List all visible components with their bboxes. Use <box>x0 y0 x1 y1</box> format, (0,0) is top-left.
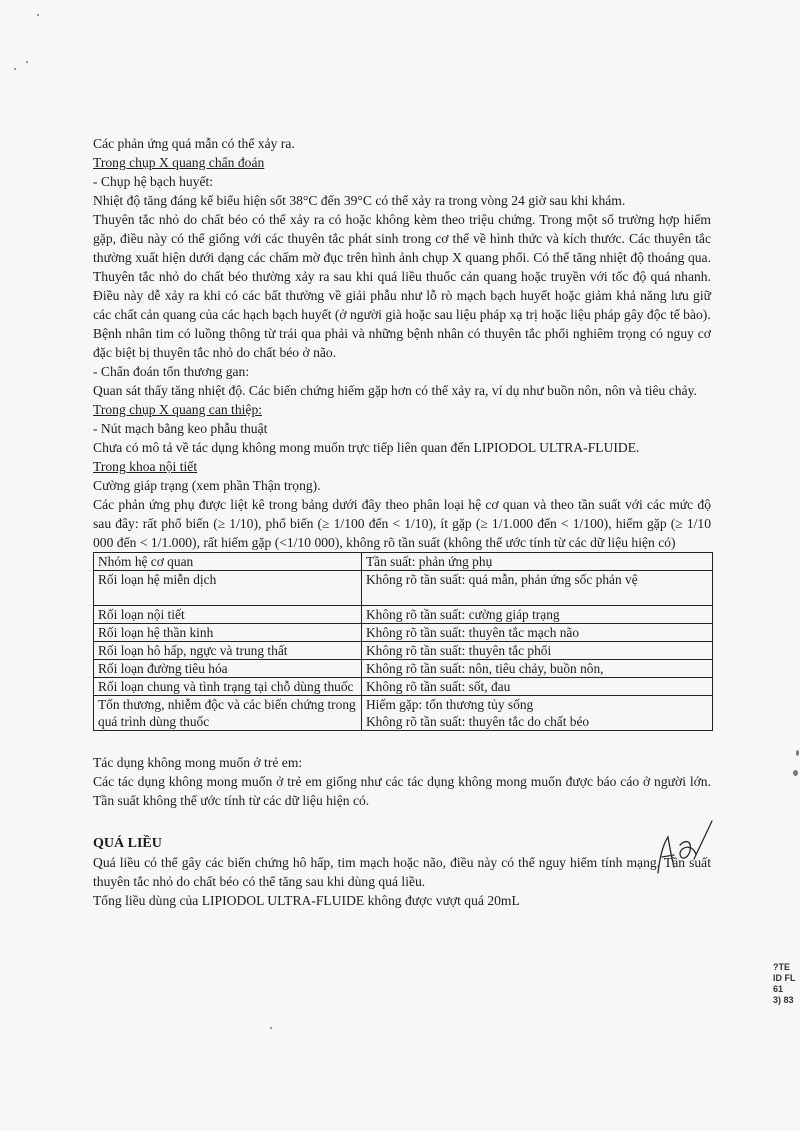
diagnostic-heading: Trong chụp X quang chẩn đoán <box>93 155 265 170</box>
table-cell-effect: Không rõ tần suất: thuyên tắc phổi <box>362 642 713 660</box>
adverse-effects-table <box>93 552 713 731</box>
table-cell-organ: Rối loạn chung và tình trạng tại chỗ dùng thuốc <box>94 678 362 696</box>
children-paragraph: Các tác dụng không mong muốn ở trẻ em giống như các tác dụng không mong muốn được báo cáo ở người lớn. Tần suất không thể ước tính từ các dữ liệu hiện có. <box>93 774 711 808</box>
table-cell-effect: Không rõ tần suất: quá mẫn, phản ứng sốc phản vệ <box>362 571 713 606</box>
table-header-row <box>94 553 713 571</box>
edge-stamp-text <box>773 962 796 1006</box>
table-cell-effect-line: Không rõ tần suất: thuyên tắc do chất béo <box>366 714 590 729</box>
edge-stamp-line: 3) 83 <box>773 995 794 1005</box>
table-row <box>94 696 713 731</box>
table-cell-organ: Rối loạn hệ thần kinh <box>94 624 362 642</box>
overdose-heading: QUÁ LIỀU <box>93 836 162 851</box>
table-cell-organ: Rối loạn nội tiết <box>94 606 362 624</box>
table-cell-organ: Rối loạn hệ miễn dịch <box>94 571 362 606</box>
table-cell-effect: Không rõ tần suất: thuyên tắc mạch não <box>362 624 713 642</box>
edge-stamp-line: ID FL <box>773 973 796 983</box>
table-row <box>94 678 713 696</box>
embolism-paragraph: Thuyên tắc nhỏ do chất béo có thể xảy ra có hoặc không kèm theo triệu chứng. Trong một số trường hợp hiếm gặp, điều này có thể giống với các thuyên tắc phát sinh trong cơ thể về hình thức và kích thước. Các thuyên tắc thường xuất hiện dưới dạng các chấm mờ đục trên hình ảnh chụp X quang phổi. Có thể tăng nhiệt độ thoáng qua. Thuyên tắc nhỏ do chất béo thường xảy ra sau khi quá liều thuốc cản quang hoặc truyền với tốc độ quá nhanh. Điều này dễ xảy ra khi có các bất thường về giải phẫu như lỗ rò mạch bạch huyết hoặc giảm khả năng lưu giữ các chất cản quang của các hạch bạch huyết (ở người già hoặc sau liệu pháp xạ trị hoặc liệu pháp gây độc tế bào). <box>93 212 711 322</box>
glue-heading: - Nút mạch bằng keo phẫu thuật <box>93 421 268 436</box>
speck <box>14 68 16 70</box>
table-header-cell: Nhóm hệ cơ quan <box>94 553 362 571</box>
speck <box>270 1027 272 1029</box>
liver-paragraph: Quan sát thấy tăng nhiệt độ. Các biến chứng hiếm gặp hơn có thể xảy ra, ví dụ như buồn nôn, nôn và tiêu chảy. <box>93 383 697 398</box>
table-row <box>94 624 713 642</box>
table-row <box>94 571 713 606</box>
table-cell-effect: Không rõ tần suất: sốt, đau <box>362 678 713 696</box>
allergy-paragraph: Các phản ứng quá mẫn có thể xảy ra. <box>93 136 295 151</box>
table-cell-effect <box>362 696 713 731</box>
edge-stamp-line: ?TE <box>773 962 790 972</box>
glue-paragraph: Chưa có mô tả về tác dụng không mong muốn trực tiếp liên quan đến LIPIODOL ULTRA-FLUIDE. <box>93 440 640 455</box>
signature-mark <box>650 815 720 880</box>
liver-heading: - Chẩn đoán tổn thương gan: <box>93 364 250 379</box>
speck <box>37 14 39 16</box>
heart-patient-paragraph: Bệnh nhân tim có luồng thông từ trái qua phải và những bệnh nhân có thuyên tắc phổi nghiêm trọng có nguy cơ đặc biệt bị thuyên tắc nhỏ do chất béo ở não. <box>93 326 711 360</box>
table-header-cell: Tần suất: phản ứng phụ <box>362 553 713 571</box>
table-cell-effect: Không rõ tần suất: nôn, tiêu chảy, buồn nôn, <box>362 660 713 678</box>
edge-stamp-line: 61 <box>773 984 784 994</box>
table-row <box>94 660 713 678</box>
table-cell-effect-line: Hiếm gặp: tổn thương tủy sống <box>366 697 534 712</box>
overdose-limit-paragraph: Tổng liều dùng của LIPIODOL ULTRA-FLUIDE không được vượt quá 20mL <box>93 893 520 908</box>
speck <box>796 750 799 756</box>
interventional-heading: Trong chụp X quang can thiệp: <box>93 402 263 417</box>
endocrine-paragraph: Cường giáp trạng (xem phần Thận trọng). <box>93 478 321 493</box>
table-row <box>94 606 713 624</box>
overdose-paragraph: Quá liều có thể gây các biến chứng hô hấp, tim mạch hoặc não, điều này có thể nguy hiểm tính mạng. Tần suất thuyên tắc nhỏ do chất béo có thể tăng sau khi dùng quá liều. <box>93 855 711 889</box>
speck <box>26 61 28 63</box>
speck <box>793 770 798 776</box>
endocrine-heading: Trong khoa nội tiết <box>93 459 198 474</box>
children-heading: Tác dụng không mong muốn ở trẻ em: <box>93 755 303 770</box>
table-cell-organ: Rối loạn đường tiêu hóa <box>94 660 362 678</box>
table-row <box>94 642 713 660</box>
table-cell-organ: Rối loạn hô hấp, ngực và trung thất <box>94 642 362 660</box>
frequency-paragraph: Các phản ứng phụ được liệt kê trong bảng dưới đây theo phân loại hệ cơ quan và theo tần suất với các mức độ sau đây: rất phổ biến (≥ 1/10), phổ biến (≥ 1/100 đến < 1/10), ít gặp (≥ 1/1.000 đến < 1/100), hiếm gặp (≥ 1/10 000 đến < 1/1.000), rất hiếm gặp (<1/10 000), không rõ tần suất (không thể ước tính từ các dữ liệu hiện có) <box>93 497 711 550</box>
main-content <box>93 134 711 910</box>
table-cell-organ: Tổn thương, nhiễm độc và các biến chứng trong quá trình dùng thuốc <box>94 696 362 731</box>
lymphography-heading: - Chụp hệ bạch huyết: <box>93 174 214 189</box>
table-cell-effect: Không rõ tần suất: cường giáp trạng <box>362 606 713 624</box>
fever-paragraph: Nhiệt độ tăng đáng kể biểu hiện sốt 38°C đến 39°C có thể xảy ra trong vòng 24 giờ sau khi khám. <box>93 193 626 208</box>
